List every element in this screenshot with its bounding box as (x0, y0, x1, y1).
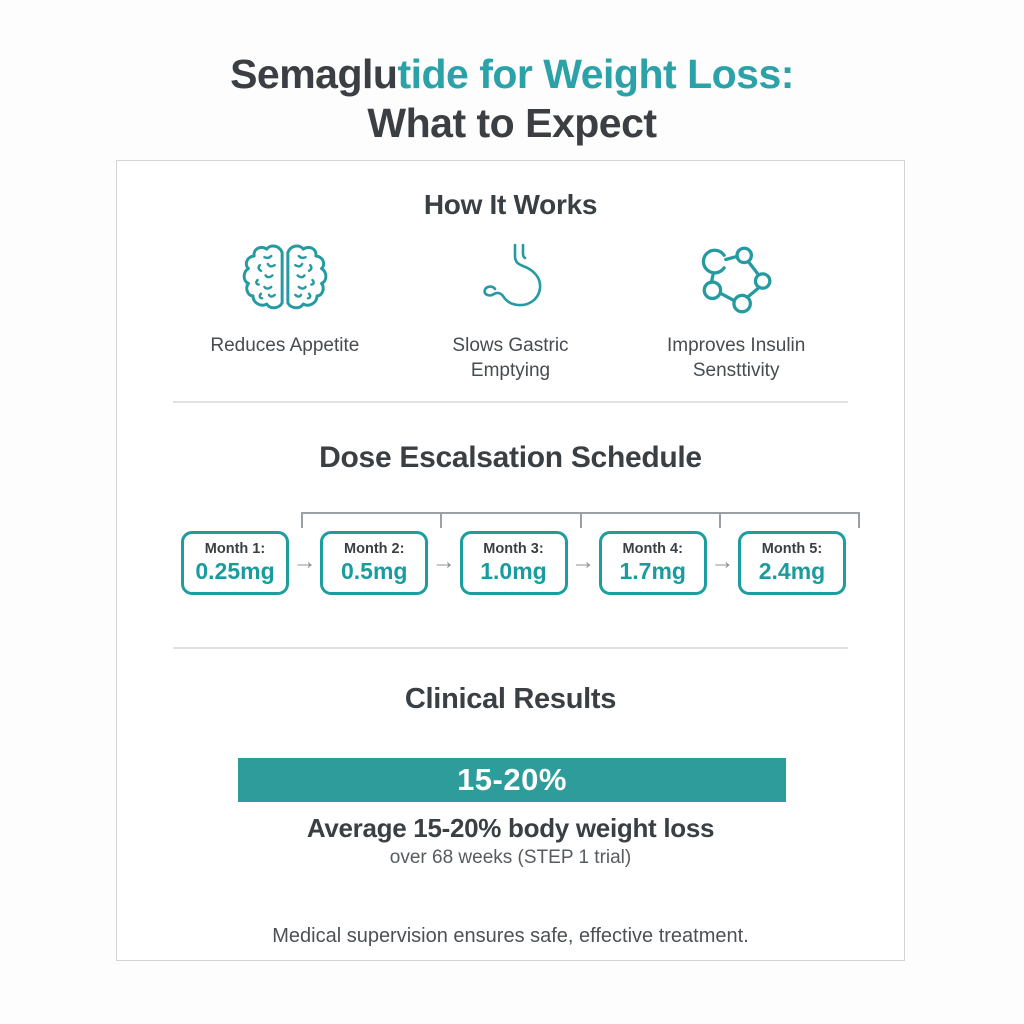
mechanism-item-gastric (398, 237, 624, 383)
timeline-bracket (301, 512, 860, 528)
dose-value: 2.4mg (758, 558, 826, 584)
mechanism-item-insulin (623, 237, 849, 383)
arrow-right-icon: → (571, 548, 596, 575)
dose-value: 0.25mg (195, 558, 275, 584)
dose-schedule-row (181, 531, 846, 595)
result-highlight-bar: 15-20% (238, 758, 786, 802)
mechanism-label-gastric: Slows Gastric Emptying (452, 335, 569, 382)
how-it-works-row (172, 237, 849, 383)
dose-value: 1.7mg (619, 558, 686, 584)
page-title-part1: Semaglu (230, 51, 398, 97)
dose-box-month-4 (599, 531, 707, 595)
page-title (0, 50, 1024, 148)
section-divider (173, 401, 848, 403)
arrow-right-icon: → (292, 548, 317, 575)
bracket-tick (858, 514, 860, 528)
dose-box-month-1 (181, 531, 289, 595)
result-detail: over 68 weeks (STEP 1 trial) (389, 847, 632, 868)
content-card (116, 160, 905, 961)
bracket-tick (719, 514, 721, 528)
mechanism-item-appetite (172, 237, 398, 383)
arrow-right-icon: → (710, 548, 735, 575)
dose-month-label: Month 2: (344, 541, 405, 557)
bracket-tick (580, 514, 582, 528)
how-it-works-heading: How It Works (423, 189, 598, 220)
stomach-icon (471, 237, 551, 323)
dose-box-month-5 (738, 531, 846, 595)
dose-schedule-heading: Dose Escalsation Schedule (319, 441, 702, 474)
dose-value: 1.0mg (480, 558, 547, 584)
mechanism-label-appetite: Reduces Appetite (210, 335, 360, 356)
clinical-results-heading: Clinical Results (404, 683, 617, 715)
page-title-part2: tide for Weight Loss: (397, 51, 794, 97)
page-title-line1 (0, 50, 1024, 99)
dose-month-label: Month 3: (483, 541, 544, 557)
dose-box-month-3 (460, 531, 568, 595)
brain-icon (237, 237, 333, 323)
result-summary: Average 15-20% body weight loss (306, 813, 715, 843)
arrow-right-icon: → (431, 548, 456, 575)
bracket-tick (440, 514, 442, 528)
dose-box-month-2 (320, 531, 428, 595)
molecule-icon (695, 237, 777, 323)
dose-month-label: Month 5: (761, 541, 823, 557)
dose-month-label: Month 4: (622, 541, 683, 557)
dose-value: 0.5mg (341, 558, 408, 584)
dose-month-label: Month 1: (204, 541, 266, 557)
footer-note: Medical supervision ensures safe, effective treatment. (272, 925, 749, 947)
bracket-tick (301, 514, 303, 528)
section-divider (173, 647, 848, 649)
mechanism-label-insulin: Improves Insulin Sensttivity (667, 335, 806, 382)
page-title-line2: What to Expect (367, 100, 657, 147)
